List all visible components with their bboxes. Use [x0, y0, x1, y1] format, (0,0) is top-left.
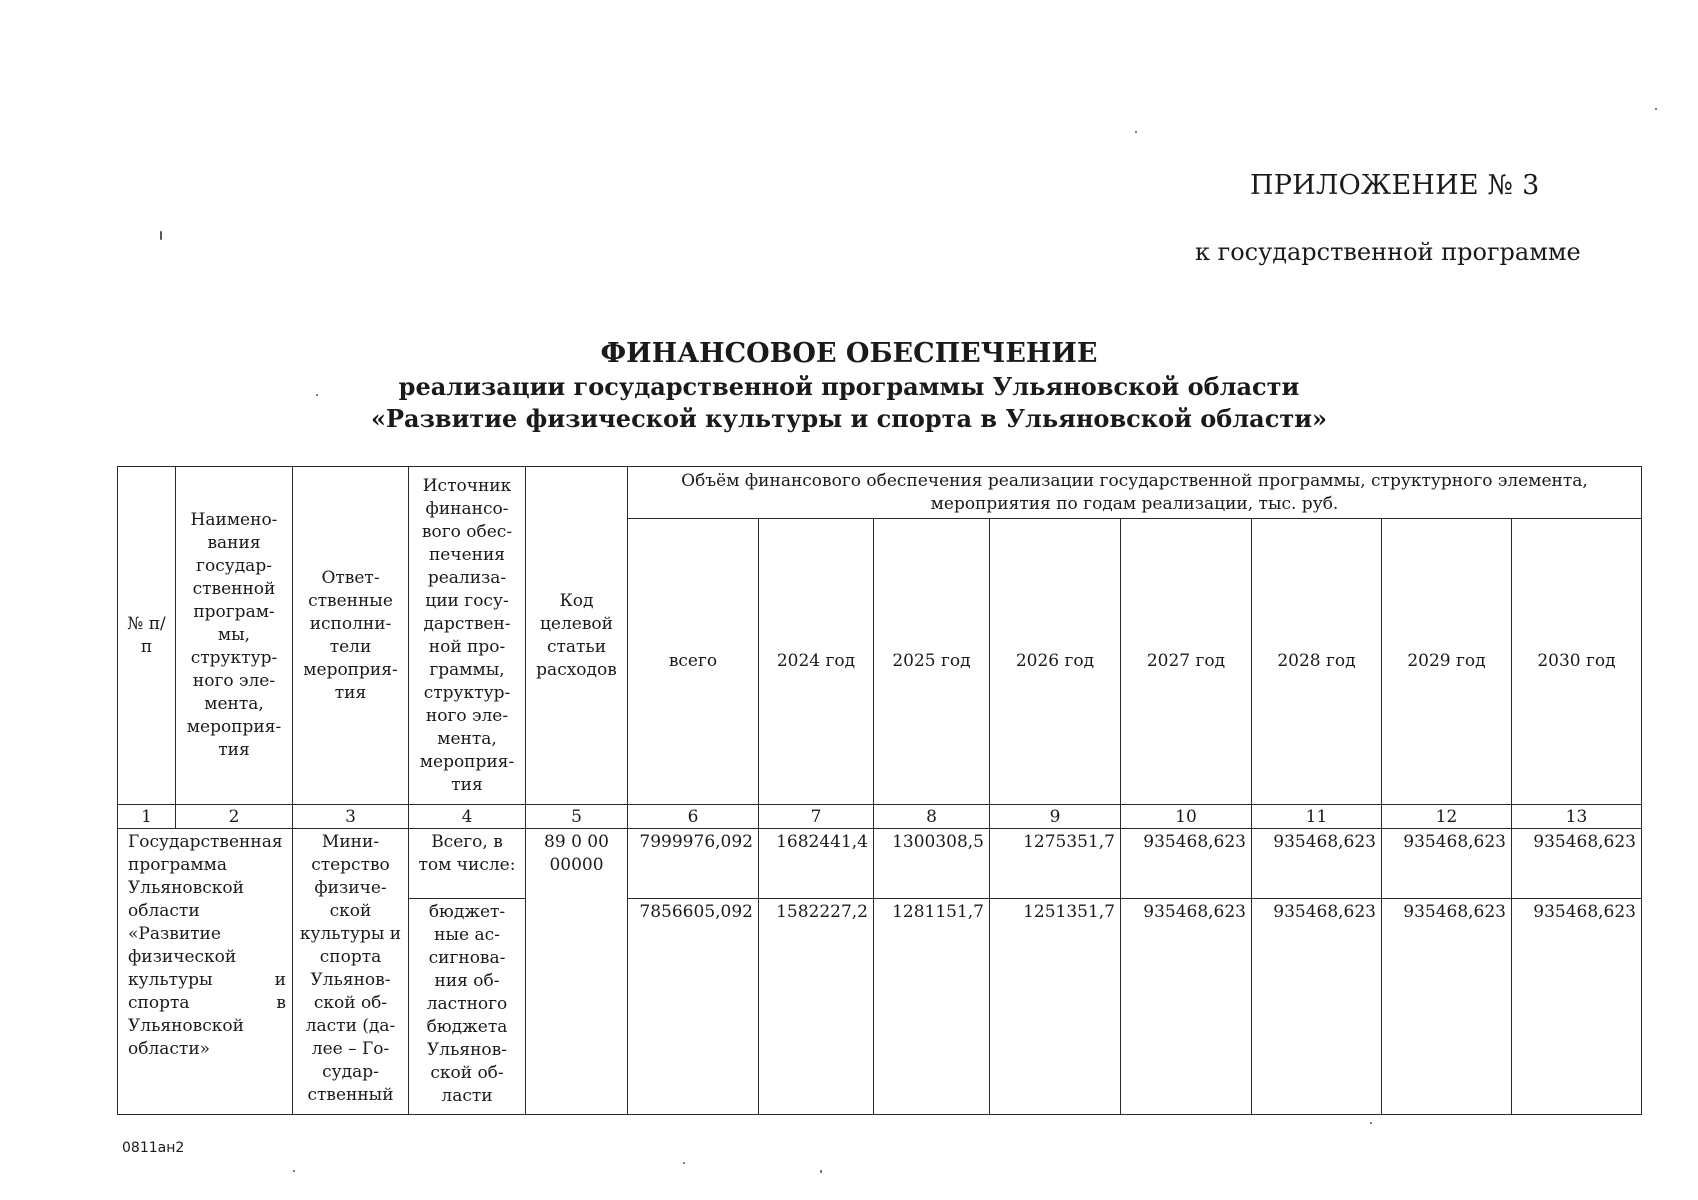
appendix-title: ПРИЛОЖЕНИЕ № 3 [1250, 170, 1540, 201]
header-year-2024: 2024 год [759, 519, 874, 805]
value-2025: 1281151,7 [874, 899, 990, 1115]
column-number: 3 [293, 805, 409, 829]
heading-line-2: реализации государственной программы Ульяновской области [398, 372, 1300, 401]
column-number: 10 [1121, 805, 1252, 829]
column-number-row [118, 805, 1642, 829]
column-number: 11 [1252, 805, 1382, 829]
value-2028: 935468,623 [1252, 899, 1382, 1115]
value-total: 7999976,092 [628, 829, 759, 899]
heading-line-3: «Развитие физической культуры и спорта в Ульяновской области» [370, 404, 1327, 433]
scan-speck [820, 1170, 822, 1173]
document-heading [0, 337, 1698, 435]
program-name: Государственная программа Ульяновской области «Развитие физической культуры и спорта в Ульяновской области» [118, 829, 293, 1115]
value-2030: 935468,623 [1512, 899, 1642, 1115]
header-year-2026: 2026 год [990, 519, 1121, 805]
header-volume: Объём финансового обеспечения реализации государственной программы, структурного элемента, мероприятия по годам реализации, тыс. руб. [628, 467, 1642, 519]
document-stamp: 0811ан2 [122, 1140, 185, 1156]
column-number: 12 [1382, 805, 1512, 829]
header-year-2028: 2028 год [1252, 519, 1382, 805]
appendix-subtitle: к государственной программе [1195, 238, 1581, 266]
value-2028: 935468,623 [1252, 829, 1382, 899]
value-2030: 935468,623 [1512, 829, 1642, 899]
column-number: 8 [874, 805, 990, 829]
value-2027: 935468,623 [1121, 899, 1252, 1115]
value-2024: 1682441,4 [759, 829, 874, 899]
header-row-1 [118, 467, 1642, 519]
scan-speck [1135, 131, 1137, 133]
scan-speck [316, 394, 318, 396]
value-2025: 1300308,5 [874, 829, 990, 899]
value-2029: 935468,623 [1382, 829, 1512, 899]
program-executor: Мини- стерство физиче- ской культуры и спорта Ульянов- ской об- ласти (да- лее – Го- судар- ственный [293, 829, 409, 1115]
column-number: 13 [1512, 805, 1642, 829]
column-number: 7 [759, 805, 874, 829]
header-year-2030: 2030 год [1512, 519, 1642, 805]
header-name: Наимено- вания государ- ственной програм- мы, структур- ного эле- мента, мероприя- тия [176, 467, 293, 805]
table-row [118, 829, 1642, 899]
header-code: Код целевой статьи расходов [526, 467, 628, 805]
column-number: 6 [628, 805, 759, 829]
value-2027: 935468,623 [1121, 829, 1252, 899]
value-2026: 1251351,7 [990, 899, 1121, 1115]
column-number: 5 [526, 805, 628, 829]
column-number: 1 [118, 805, 176, 829]
header-year-2025: 2025 год [874, 519, 990, 805]
column-number: 9 [990, 805, 1121, 829]
column-number: 2 [176, 805, 293, 829]
scan-speck [1370, 1122, 1372, 1124]
header-executors: Ответ- ственные исполни- тели мероприя- тия [293, 467, 409, 805]
source-regional-budget: бюджет- ные ас- сигнова- ния об- ластного бюджета Ульянов- ской об- ласти [409, 899, 526, 1115]
scan-speck [160, 231, 162, 240]
program-code: 89 0 00 00000 [526, 829, 628, 1115]
value-total: 7856605,092 [628, 899, 759, 1115]
financing-table [117, 466, 1642, 1115]
value-2024: 1582227,2 [759, 899, 874, 1115]
column-number: 4 [409, 805, 526, 829]
scan-speck [293, 1170, 295, 1172]
header-num: № п/п [118, 467, 176, 805]
header-source: Источник финансо- вого обес- печения реализа- ции госу- дарствен- ной про- граммы, структур- ного эле- мента, мероприя- тия [409, 467, 526, 805]
value-2026: 1275351,7 [990, 829, 1121, 899]
header-year-2027: 2027 год [1121, 519, 1252, 805]
heading-line-1: ФИНАНСОВОЕ ОБЕСПЕЧЕНИЕ [600, 338, 1098, 369]
source-total: Всего, в том числе: [409, 829, 526, 899]
scan-speck [1655, 108, 1657, 110]
header-year-2029: 2029 год [1382, 519, 1512, 805]
header-total: всего [628, 519, 759, 805]
value-2029: 935468,623 [1382, 899, 1512, 1115]
scan-speck [683, 1162, 685, 1164]
